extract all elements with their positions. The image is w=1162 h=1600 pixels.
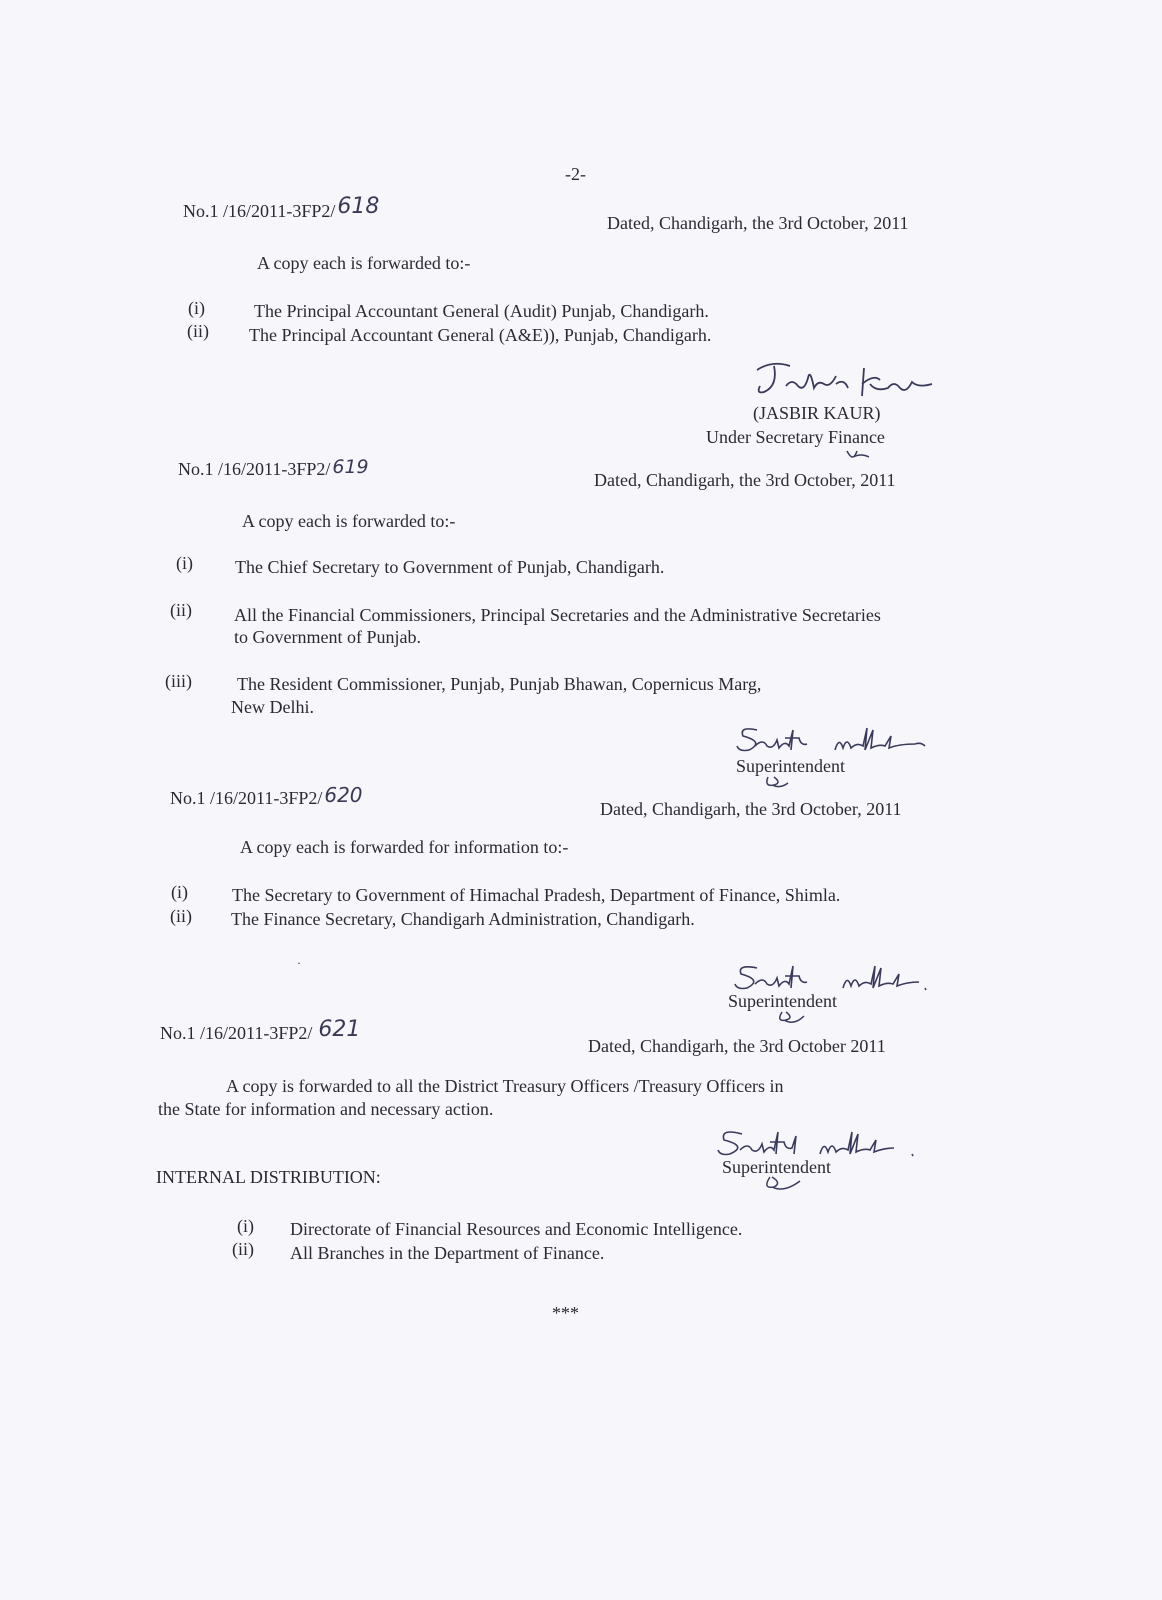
reference-number	[170, 783, 363, 809]
initials-mark	[774, 1008, 808, 1028]
list-item-number: (ii)	[187, 321, 209, 341]
list-item-number: (i)	[237, 1216, 254, 1236]
list-item-text: All Branches in the Department of Finance.	[290, 1243, 605, 1263]
list-item-number: (ii)	[232, 1239, 254, 1259]
forward-intro: A copy each is forwarded for information to:-	[240, 837, 569, 857]
list-item-text: The Principal Accountant General (A&E)), Punjab, Chandigarh.	[249, 325, 712, 345]
reference-number	[178, 458, 367, 480]
reference-number	[183, 194, 380, 222]
list-item-number: (ii)	[170, 906, 192, 926]
signatory-title: Superintendent	[722, 1157, 831, 1177]
internal-distribution-heading: INTERNAL DISTRIBUTION:	[156, 1167, 381, 1187]
signature-jasbir-kaur	[752, 358, 942, 408]
initials-mark	[760, 1173, 804, 1195]
handwritten-reference: 618	[337, 194, 380, 219]
signatory-title: Under Secretary Finance	[706, 427, 885, 447]
list-item-text: The Chief Secretary to Government of Punjab, Chandigarh.	[235, 557, 665, 577]
dated-line: Dated, Chandigarh, the 3rd October, 2011	[607, 213, 909, 233]
reference-number	[160, 1017, 361, 1044]
initials-mark	[762, 773, 792, 793]
reference-prefix: No.1 /16/2011-3FP2/	[170, 788, 323, 808]
handwritten-reference: 619	[332, 456, 369, 478]
signatory-title: Superintendent	[736, 756, 845, 776]
list-item-text: The Principal Accountant General (Audit) Punjab, Chandigarh.	[254, 301, 709, 321]
initials-mark	[843, 445, 873, 465]
reference-prefix: No.1 /16/2011-3FP2/	[183, 201, 336, 221]
handwritten-reference: 620	[324, 783, 363, 807]
body-line: A copy is forwarded to all the District Treasury Officers /Treasury Officers in	[226, 1076, 784, 1096]
list-item-text: The Finance Secretary, Chandigarh Administration, Chandigarh.	[231, 909, 695, 929]
list-item-text: All the Financial Commissioners, Principal Secretaries and the Administrative Secretaries	[234, 605, 881, 625]
list-item-text: The Resident Commissioner, Punjab, Punjab Bhawan, Copernicus Marg,	[237, 674, 762, 694]
list-item-number: (i)	[171, 882, 188, 902]
reference-prefix: No.1 /16/2011-3FP2/	[178, 459, 331, 479]
list-item-number: (i)	[176, 553, 193, 573]
dated-line: Dated, Chandigarh, the 3rd October 2011	[588, 1036, 886, 1056]
body-line: the State for information and necessary action.	[158, 1099, 494, 1119]
forward-intro: A copy each is forwarded to:-	[257, 253, 471, 273]
list-item-text-continued: New Delhi.	[231, 697, 314, 717]
list-item-number: (iii)	[165, 671, 192, 691]
signatory-title: Superintendent	[728, 991, 837, 1011]
dated-line: Dated, Chandigarh, the 3rd October, 2011	[594, 470, 896, 490]
stray-dot: ·	[297, 956, 301, 970]
signatory-name: (JASBIR KAUR)	[753, 403, 881, 423]
list-item-text: Directorate of Financial Resources and Economic Intelligence.	[290, 1219, 743, 1239]
dated-line: Dated, Chandigarh, the 3rd October, 2011	[600, 799, 902, 819]
forward-intro: A copy each is forwarded to:-	[242, 511, 456, 531]
reference-prefix: No.1 /16/2011-3FP2/	[160, 1023, 313, 1043]
page-number: -2-	[565, 164, 586, 184]
end-mark: ***	[552, 1303, 579, 1323]
list-item-text-continued: to Government of Punjab.	[234, 627, 421, 647]
list-item-text: The Secretary to Government of Himachal Pradesh, Department of Finance, Shimla.	[232, 885, 841, 905]
list-item-number: (i)	[188, 298, 205, 318]
list-item-number: (ii)	[170, 600, 192, 620]
handwritten-reference: 621	[318, 1017, 361, 1042]
